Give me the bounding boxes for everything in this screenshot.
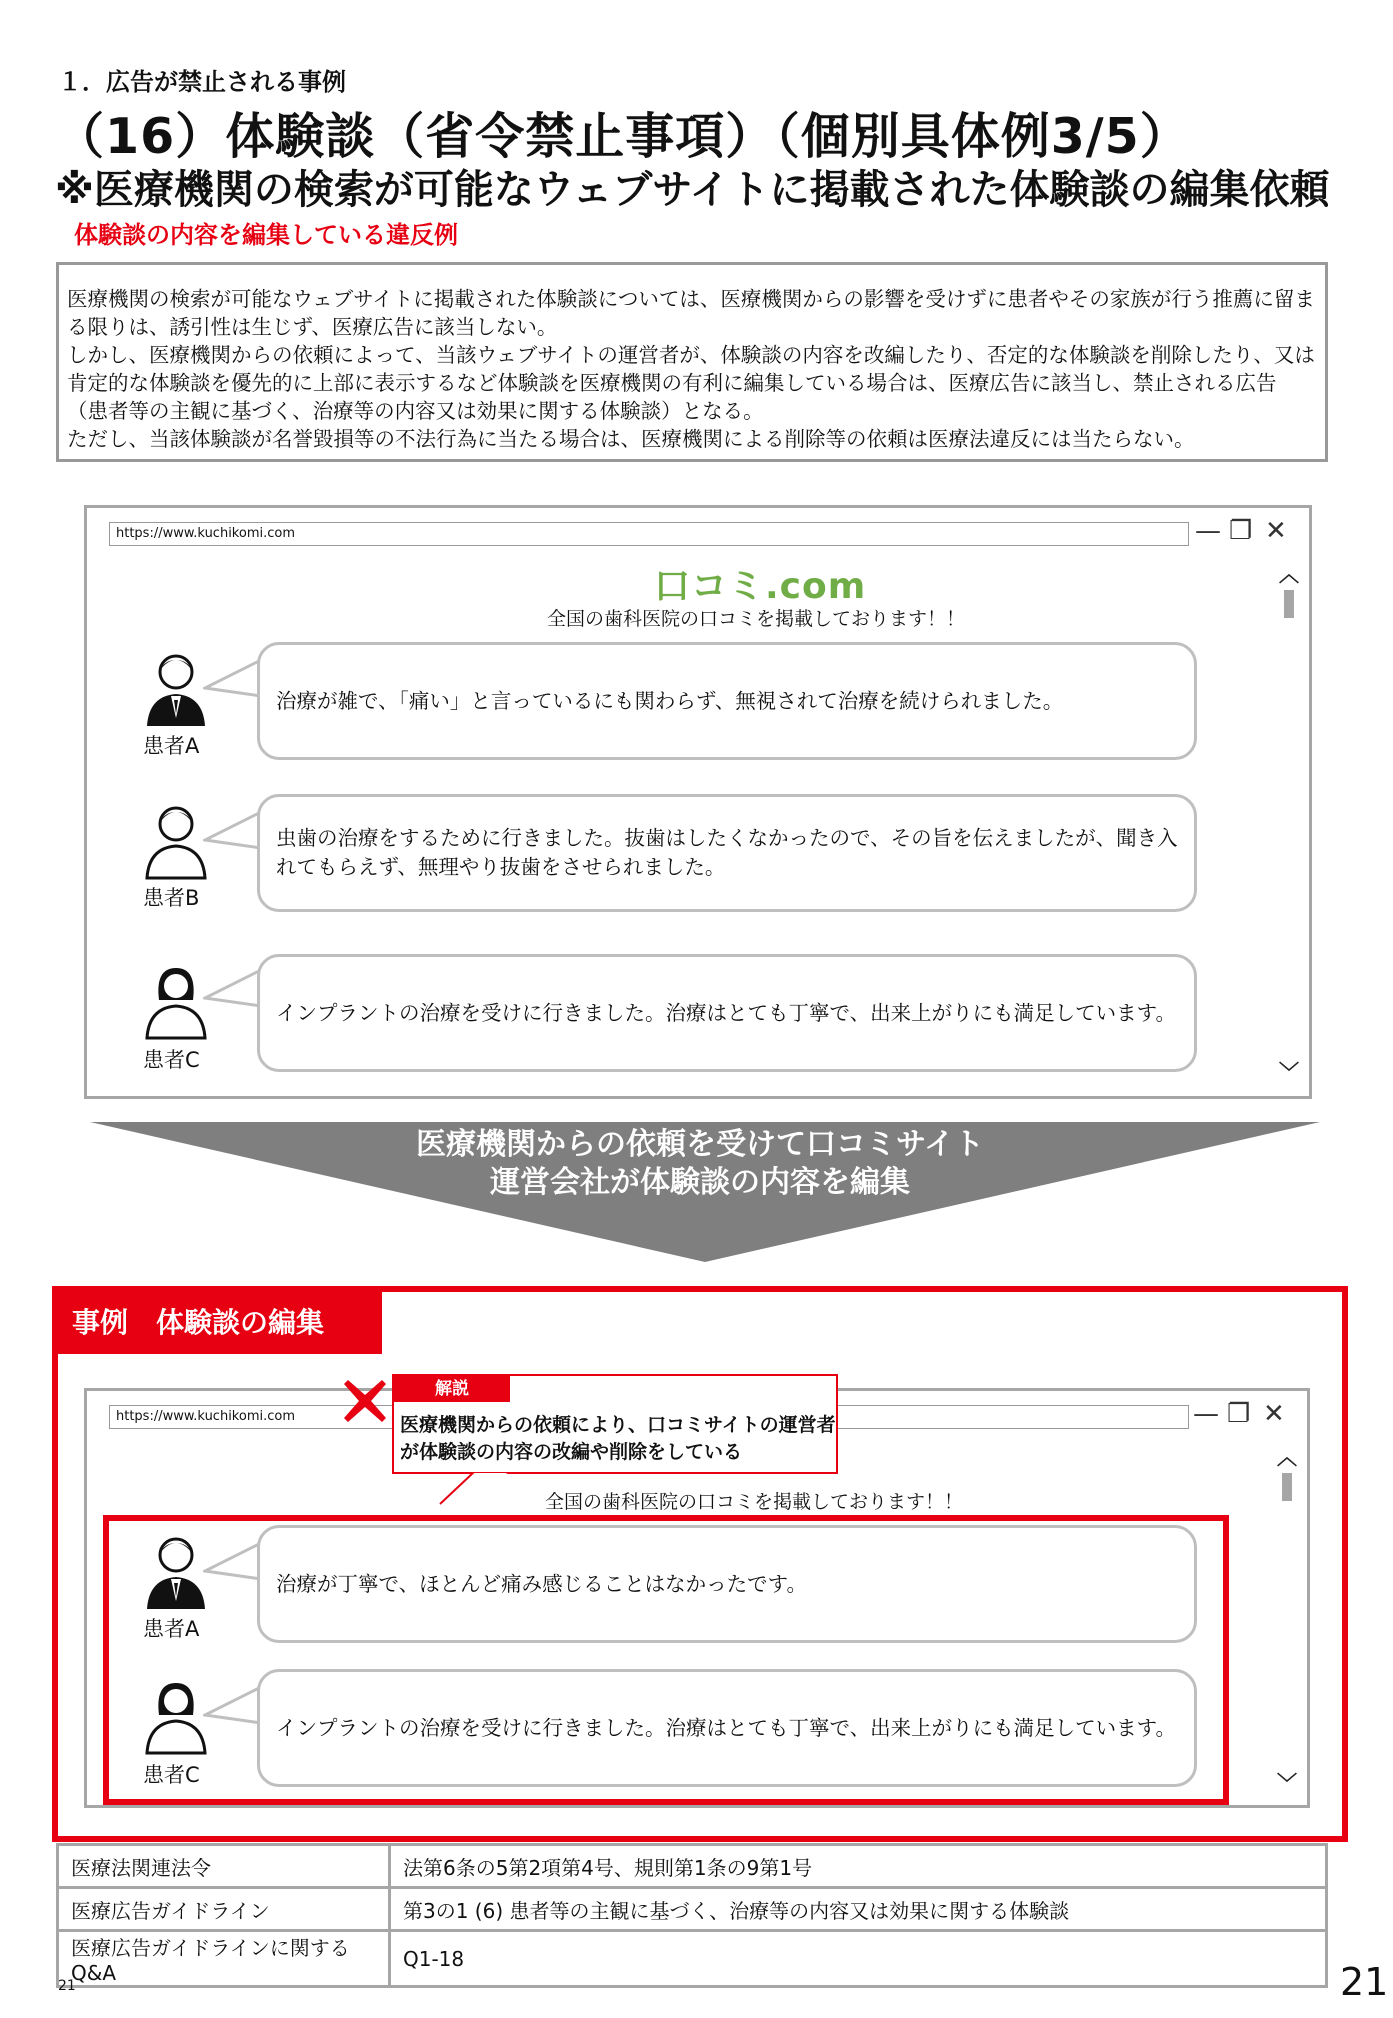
callout-tail — [434, 1472, 514, 1506]
female-avatar-icon — [141, 960, 211, 1040]
scroll-up-icon[interactable]: ︿ — [1279, 562, 1299, 586]
scroll-up-icon[interactable]: ︿ — [1277, 1445, 1297, 1469]
explanation-line-1: 医療機関からの依頼により、口コミサイトの運営者 — [400, 1414, 836, 1436]
page-number-large: 21 — [1340, 1960, 1389, 2004]
male-avatar-icon — [141, 1531, 211, 1611]
browser-window-original — [84, 505, 1312, 1099]
reference-key: 医療法関連法令 — [58, 1845, 390, 1888]
female-avatar-icon — [141, 1675, 211, 1755]
review-text: 虫歯の治療をするために行きました。抜歯はしたくなかったので、その旨を伝えましたが、聞き入れてもらえず、無理やり抜歯をさせられました。 — [276, 826, 1178, 879]
review-text: 治療が丁寧で、ほとんど痛み感じることはなかったです。 — [276, 1571, 807, 1596]
page-number-small: 21 — [58, 1978, 76, 1994]
restore-icon[interactable]: ❐ — [1227, 1399, 1251, 1429]
bubble-tail — [203, 658, 263, 708]
explanation-text — [400, 1412, 836, 1466]
arrow-caption-line-2: 運営会社が体験談の内容を編集 — [490, 1165, 910, 1200]
url-bar[interactable]: https://www.kuchikomi.com — [109, 522, 1189, 546]
table-row — [58, 1931, 1327, 1987]
reference-value: 第3の1 (6) 患者等の主観に基づく、治療等の内容又は効果に関する体験談 — [390, 1888, 1327, 1931]
reference-value: Q1-18 — [390, 1931, 1327, 1987]
review-bubble — [257, 794, 1197, 912]
scrollbar-thumb[interactable] — [1282, 1473, 1292, 1501]
arrow-caption — [250, 1126, 1150, 1202]
scroll-down-icon[interactable]: ﹀ — [1279, 1060, 1299, 1084]
review-bubble — [257, 1525, 1197, 1643]
intro-paragraph-3: ただし、当該体験談が名誉毀損等の不法行為に当たる場合は、医療機関による削除等の依頼は医療法違反には当たらない。 — [67, 427, 1195, 451]
page-title: （16）体験談（省令禁止事項）（個別具体例3/5） — [55, 108, 1190, 165]
bubble-tail — [203, 1685, 263, 1735]
review-text: インプラントの治療を受けに行きました。治療はとても丁寧で、出来上がりにも満足しています。 — [276, 1715, 1176, 1740]
explanation-tag: 解説 — [394, 1376, 510, 1402]
patient-label: 患者A — [143, 1617, 200, 1641]
intro-paragraph-2: しかし、医療機関からの依頼によって、当該ウェブサイトの運営者が、体験談の内容を改編したり、否定的な体験談を削除したり、又は肯定的な体験談を優先的に上部に表示するなど体験談を医療機関の有利に編集している場合は、医療広告に該当し、禁止される広告（患者等の主観に基づく、治療等の内容又は効果に関する体験談）となる。 — [67, 343, 1315, 423]
patient-label: 患者B — [143, 886, 200, 910]
reference-value: 法第6条の5第2項第4号、規則第1条の9第1号 — [390, 1845, 1327, 1888]
explanation-callout — [392, 1374, 838, 1474]
male-avatar-outline-icon — [141, 800, 211, 880]
site-subtitle: 全国の歯科医院の口コミを掲載しております！！ — [547, 608, 966, 630]
close-icon[interactable]: ✕ — [1263, 1399, 1285, 1429]
page-subtitle: ※医療機関の検索が可能なウェブサイトに掲載された体験談の編集依頼 — [55, 167, 1330, 213]
case-tab-label: 事例 体験談の編集 — [58, 1292, 382, 1354]
review-text: 治療が雑で、「痛い」と言っているにも関わらず、無視されて治療を続けられました。 — [276, 688, 1064, 713]
male-avatar-icon — [141, 648, 211, 728]
patient-label: 患者C — [143, 1048, 200, 1072]
table-row — [58, 1888, 1327, 1931]
case-example-box — [52, 1286, 1348, 1842]
review-text: インプラントの治療を受けに行きました。治療はとても丁寧で、出来上がりにも満足しています。 — [276, 1000, 1176, 1025]
explanation-line-2: が体験談の内容の改編や削除をしている — [400, 1441, 743, 1463]
review-bubble — [257, 954, 1197, 1072]
reference-table — [56, 1843, 1328, 1988]
minimize-icon[interactable]: — — [1195, 516, 1221, 546]
cross-mark-icon — [342, 1378, 388, 1424]
intro-box — [56, 262, 1328, 462]
reference-key: 医療広告ガイドライン — [58, 1888, 390, 1931]
close-icon[interactable]: ✕ — [1265, 516, 1287, 546]
review-bubble — [257, 1669, 1197, 1787]
violation-label: 体験談の内容を編集している違反例 — [74, 221, 458, 249]
section-heading: １．広告が禁止される事例 — [58, 68, 346, 96]
scroll-down-icon[interactable]: ﹀ — [1277, 1771, 1297, 1795]
intro-paragraph-1: 医療機関の検索が可能なウェブサイトに掲載された体験談については、医療機関からの影響を受けずに患者やその家族が行う推薦に留まる限りは、誘引性は生じず、医療広告に該当しない。 — [67, 287, 1315, 339]
site-logo: 口コミ.com — [654, 566, 867, 607]
patient-label: 患者A — [143, 734, 200, 758]
reference-key: 医療広告ガイドラインに関するQ&A — [58, 1931, 390, 1987]
scrollbar-thumb[interactable] — [1284, 590, 1294, 618]
bubble-tail — [203, 810, 263, 860]
bubble-tail — [203, 968, 263, 1018]
table-row — [58, 1845, 1327, 1888]
site-subtitle: 全国の歯科医院の口コミを掲載しております！！ — [545, 1491, 964, 1513]
url-bar[interactable]: https://www.kuchikomi.com — [109, 1405, 1189, 1429]
restore-icon[interactable]: ❐ — [1229, 516, 1253, 546]
arrow-caption-line-1: 医療機関からの依頼を受けて口コミサイト — [416, 1127, 984, 1162]
review-bubble — [257, 642, 1197, 760]
patient-label: 患者C — [143, 1763, 200, 1787]
minimize-icon[interactable]: — — [1193, 1399, 1219, 1429]
bubble-tail — [203, 1541, 263, 1591]
